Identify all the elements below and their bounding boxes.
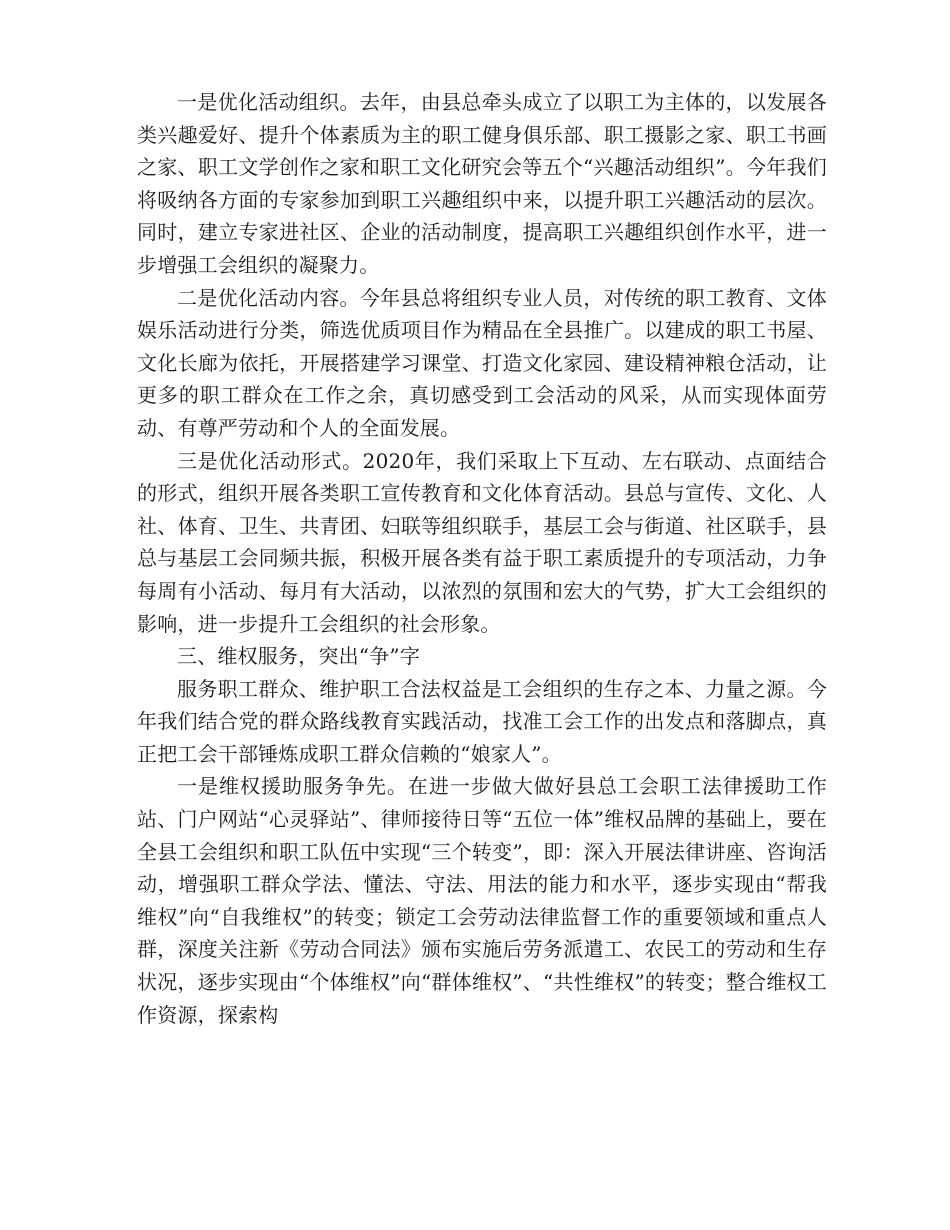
section-heading-rights-service: 三、维权服务，突出“争”字 [177,644,421,669]
document-body [137,86,827,1031]
paragraph-rights-intro: 服务职工群众、维护职工合法权益是工会组织的生存之本、力量之源。今年我们结合党的群众路线教育实践活动，找准工会工作的出发点和落脚点，真正把工会干部锤炼成职工群众信赖的“娘家人”。 [137,676,827,766]
paragraph-activity-content: 二是优化活动内容。今年县总将组织专业人员，对传统的职工教育、文体娱乐活动进行分类，筛选优质项目作为精品在全县推广。以建成的职工书屋、文化长廊为依托，开展搭建学习课堂、打造文化家园、建设精神粮仓活动，让更多的职工群众在工作之余，真切感受到工会活动的风采，从而实现体面劳动、有尊严劳动和个人的全面发展。 [137,285,827,440]
paragraph-activity-organization: 一是优化活动组织。去年，由县总牵头成立了以职工为主体的，以发展各类兴趣爱好、提升个体素质为主的职工健身俱乐部、职工摄影之家、职工书画之家、职工文学创作之家和职工文化研究会等五个“兴趣活动组织”。今年我们将吸纳各方面的专家参加到职工兴趣组织中来，以提升职工兴趣活动的层次。同时，建立专家进社区、企业的活动制度，提高职工兴趣组织创作水平，进一步增强工会组织的凝聚力。 [137,90,827,277]
paragraph-rights-assistance: 一是维权援助服务争先。在进一步做大做好县总工会职工法律援助工作站、门户网站“心灵驿站”、律师接待日等“五位一体”维权品牌的基础上，要在全县工会组织和职工队伍中实现“三个转变”，即：深入开展法律讲座、咨询活动，增强职工群众学法、懂法、守法、用法的能力和水平，逐步实现由“帮我维权”向“自我维权”的转变；锁定工会劳动法律监督工作的重要领域和重点人群，深度关注新《劳动合同法》颁布实施后劳务派遣工、农民工的劳动和生存状况，逐步实现由“个体维权”向“群体维权”、“共性维权”的转变；整合维权工作资源，探索构 [137,774,827,1027]
paragraph-activity-form: 三是优化活动形式。2020年，我们采取上下互动、左右联动、点面结合的形式，组织开展各类职工宣传教育和文化体育活动。县总与宣传、文化、人社、体育、卫生、共青团、妇联等组织联手，基层工会与街道、社区联手，县总与基层工会同频共振，积极开展各类有益于职工素质提升的专项活动，力争每周有小活动、每月有大活动，以浓烈的氛围和宏大的气势，扩大工会组织的影响，进一步提升工会组织的社会形象。 [137,448,827,636]
